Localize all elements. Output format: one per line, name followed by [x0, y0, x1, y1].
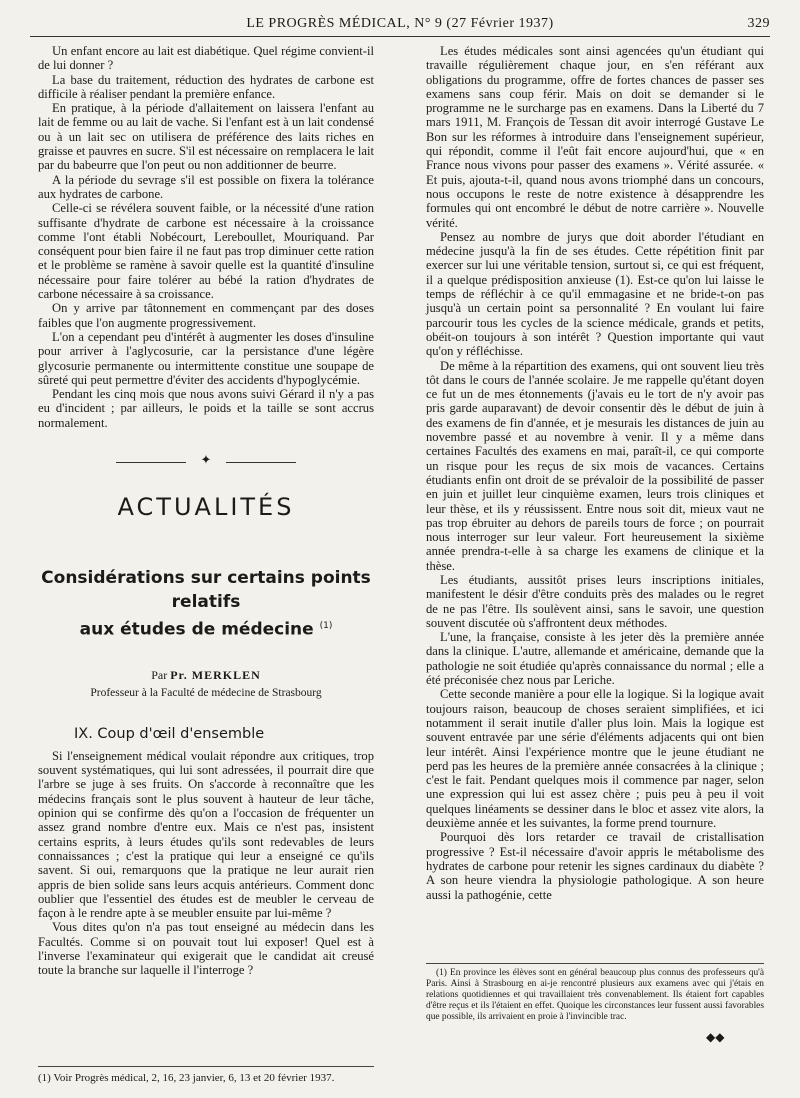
- author-name: Pr. MERKLEN: [170, 667, 261, 682]
- paragraph: Les études médicales sont ainsi agencées qu'un étudiant qui travaille régulièrement chaque jour, en s'en référant aux obligations du programme, offre de fortes chances de passer ses examens sans coup férir. Mais on doit se demander si le programme ne le surcharge pas en examens. Dans la Liberté du 7 mars 1911, M. François de Tessan dit avoir interrogé Gustave Le Bon sur les réformes à introduire dans l'enseignement supérieur, qui répondit, comme il l'eût fait encore aujourd'hui, que « en France nous vivons pour passer des examens ». Vérité assurée. « Et puis, ajouta-t-il, quand nous avons triomphé dans un concours, nous occupons le reste de notre existence à désapprendre les formules qui ont encombré le début de notre carrière ». Nouvelle vérité.: [426, 44, 764, 230]
- ornamental-divider: [116, 452, 296, 470]
- section-rubric: ACTUALITÉS: [117, 493, 295, 522]
- paragraph: L'une, la française, consiste à les jeter dès la première année dans la clinique. L'autre, allemande et américaine, demande que la pathologie ne soit étudiée qu'après connaissance du normal ; elle a été préconisée chez nous par Leriche.: [426, 630, 764, 688]
- footnote-right: [426, 963, 764, 1023]
- paragraph: Un enfant encore au lait est diabétique. Quel régime convient-il de lui donner ?: [38, 44, 374, 73]
- left-column: [38, 44, 374, 978]
- running-header: [30, 14, 770, 37]
- page-number: 329: [747, 16, 770, 31]
- article-title: [38, 566, 374, 642]
- paragraph: Pendant les cinq mois que nous avons suivi Gérard il n'y a pas eu d'incident ; par ailleurs, le poids et la taille se sont accrus normalement.: [38, 387, 374, 430]
- paragraph: L'on a cependant peu d'intérêt à augmenter les doses d'insuline pour arriver à l'aglycosurie, car la persistance d'une légère glycosurie permanente ou intermittente constitue une soupape de sûreté qui peut permettre d'éviter des accidents d'hypoglycémie.: [38, 329, 374, 387]
- paragraph: Vous dites qu'on n'a pas tout enseigné au médecin dans les Facultés. Comme si on pouvait tout lui exposer! Quel est à l'inverse l'examinateur qui exigerait que le candidat ait creusé toute la branche sur laquelle il l'interroge ?: [38, 920, 374, 978]
- journal-title: LE PROGRÈS MÉDICAL, N° 9 (27 Février 1937): [246, 16, 554, 31]
- article-title-line: [38, 614, 374, 642]
- paragraph: De même à la répartition des examens, qui ont souvent lieu très tôt dans le cours de l'année scolaire. Je me rappelle qu'étant doyen ce fut un de mes étonnements (j'avais eu le tort de n'y avoir pas pris garde auparavant) de devoir consentir dès le début de juin à des examens de fin d'année, et je mesurais les distances de juin au novembre passé et au novembre à venir. Il y a même dans certaines Facultés des examens en mai, paraît-il, ce qui comporte un risque pour les reçus de six mois de vacances. Certains étudiants enfin ont droit de se prévaloir de la possibilité de passer en juin et juillet leur cinquième examen, leurs trois cliniques et leur thèse, et ils y réussissent. Entre nous soit dit, mieux vaut ne pas trop ébruiter au dehors de pareils tours de force ; on pourrait nous interroger sur leur valeur. Fort heureusement la sixième année prendra-t-elle à sa charge les examens de clinique et la thèse.: [426, 358, 764, 573]
- paragraph: La base du traitement, réduction des hydrates de carbone est difficile à réaliser pendant la première enfance.: [38, 72, 374, 101]
- paragraph: A la période du sevrage s'il est possible on fixera la tolérance aux hydrates de carbone.: [38, 172, 374, 201]
- byline: [38, 668, 374, 682]
- author-affiliation: Professeur à la Faculté de médecine de Strasbourg: [90, 687, 322, 700]
- paragraph: Pourquoi dès lors retarder ce travail de cristallisation progressive ? Est-il nécessaire d'avoir appris le métabolisme des hydrates de carbone pour retenir les signes cardinaux du diabète ? A son heure viendra la physiologie pathologique. A son heure aussi la pathogénie, cette: [426, 830, 764, 902]
- footnote-text: (1) En province les élèves sont en général beaucoup plus connus des professeurs qu'à Paris. Ainsi à Strasbourg en ai-je rencontré plusieurs aux examens avec qui j'étais en relations quotidiennes et qui travaillaient très convenablement. Ils étaient fort capables d'être reçus et ils l'étaient en effet. Quoique les circonstances leur fussent aussi favorables que possible, ils arrivaient en proie à l'invincible trac.: [426, 968, 764, 1022]
- footnote-marker: (1): [319, 621, 333, 632]
- paragraph: On y arrive par tâtonnement en commençant par des doses faibles que l'on augmente progressivement.: [38, 301, 374, 330]
- section-heading: IX. Coup d'œil d'ensemble: [74, 725, 265, 742]
- divider-line: [226, 462, 296, 463]
- article-title-text: aux études de médecine: [79, 619, 314, 640]
- paragraph: Les étudiants, aussitôt prises leurs inscriptions initiales, manifestent le désir d'être conduits près des malades ou le regret de ne pas l'être. Ils soulèvent ainsi, sans le savoir, une question souvent discutée où s'affrontent deux méthodes.: [426, 572, 764, 630]
- divider-ornament: ✦: [200, 452, 212, 468]
- article-title-line: Considérations sur certains points relatifs: [41, 568, 371, 613]
- paragraph: Cette seconde manière a pour elle la logique. Si la logique avait toujours raison, beaucoup de choses seraient simplifiées, et ici notamment il serait inutile d'aller plus loin. Mais la logique est souvent entravée par une série d'éléments adjacents qui ont bien leur intérêt. Ainsi l'expérience montre que le jeune étudiant ne perd pas les heures de la première année consacrées à la clinique ; c'est le fait. Pendant quelques mois il commence par nager, selon une expression qui lui est assez chère ; puis peu à peu il voit quelques linéaments se dessiner dans le bloc et assez vite alors, la deuxième année et les suivantes, la forme prend tournure.: [426, 687, 764, 831]
- end-ornament: ◆◆: [706, 1030, 725, 1044]
- paragraph: En pratique, à la période d'allaitement on laissera l'enfant au lait de femme ou au lait de vache. Si l'enfant est à un lait condensé ou à un lait sec on utilisera de préférence des laits riches en graisse et pauvres en sucre. S'il est nécessaire on remplacera le lait par du babeurre que l'on peut ou non additionner de beurre.: [38, 101, 374, 173]
- paragraph: Si l'enseignement médical voulait répondre aux critiques, trop souvent systématiques, qui lui sont adressées, il pourrait dire que l'arbre se juge à ses fruits. On s'accorde à reconnaître que les médecins français sont le plus souvent à hauteur de leur tâche, opinion qui se confirme dès qu'on a l'occasion de fréquenter un assez grand nombre d'entre eux. Mais ce n'est pas, insistent certains esprits, à leurs études qu'ils sont redevables de leurs connaissances ; c'est la pratique qui leur a enseigné ce qu'ils savent. Si oui, remarquons que la pratique ne leur aurait rien appris de bien solide sans leurs acquis antérieurs. Comment donc oublier que l'essentiel des études est de meubler le cerveau de façon à le rendre apte à se meubler ensuite par lui-même ?: [38, 748, 374, 921]
- footnote-left: (1) Voir Progrès médical, 2, 16, 23 janvier, 6, 13 et 20 février 1937.: [38, 1066, 374, 1084]
- right-column: [426, 44, 764, 902]
- byline-prefix: Par: [151, 667, 168, 682]
- paragraph: Pensez au nombre de jurys que doit aborder l'étudiant en médecine jusqu'à la fin de ses études. Cette répétition finit par exercer sur lui une véritable tension, surtout si, ce qui est fréquent, il a quelque prédisposition anxieuse (1). Est-ce qu'on lui laisse le temps de réfléchir à ce qu'il emmagasine et ne bride-t-on pas jusqu'à un certain point sa personnalité ? En voulant lui faire parcourir tous les cycles de la science médicale, grands et petits, obéit-on toujours à son intérêt ? Question importante qui vaut qu'on y réfléchisse.: [426, 229, 764, 359]
- paragraph: Celle-ci se révélera souvent faible, or la nécessité d'une ration suffisante d'hydrate de carbone est nécessaire à la croissance comme l'ont établi Nobécourt, Lereboullet, Mouriquand. Par conséquent pour bien faire il ne faut pas trop diminuer cette ration et le problème se ramène à savoir quelle est la quantité d'insuline nécessaire pour faire tolérer au bébé la ration d'hydrates de carbone nécessaire à sa croissance.: [38, 201, 374, 302]
- divider-line: [116, 462, 186, 463]
